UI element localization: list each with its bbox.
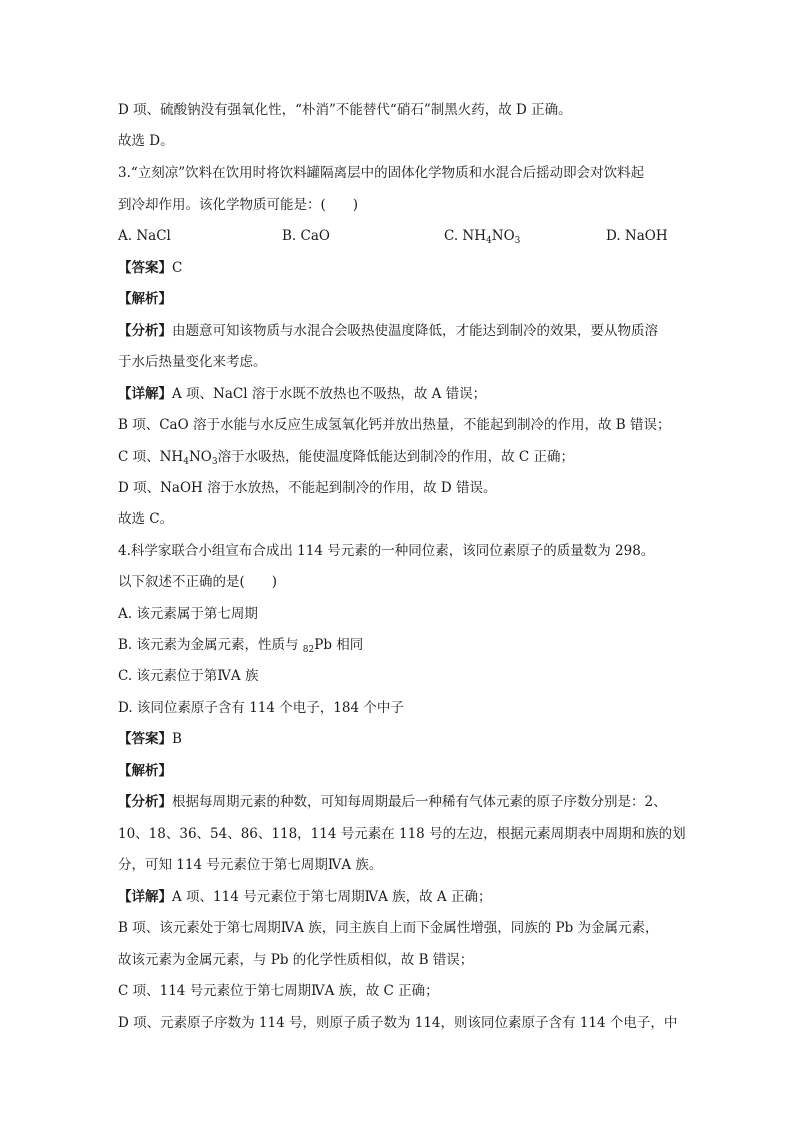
q4-option-d: D. 该同位素原子含有 114 个电子，184 个中子	[118, 700, 404, 716]
q4-detail-d: D 项、元素原子序数为 114 号，则原子质子数为 114，则该同位素原子含有 114 个电子，中	[118, 1015, 678, 1031]
q3-detail-d: D 项、NaOH 溶于水放热，不能起到制冷的作用，故 D 错误。	[118, 480, 497, 496]
q4-answer: 【答案】B	[118, 731, 182, 747]
q4-option-c: C. 该元素位于第ⅣA 族	[118, 668, 259, 684]
q3-option-d: D. NaOH	[606, 228, 668, 244]
q4-option-b: B. 该元素为金属元素，性质与 $_{82}$Pb 相同	[118, 637, 364, 655]
q3-option-b: B. CaO	[282, 228, 330, 244]
q4-detail-b-line-2: 故该元素为金属元素，与 Pb 的化学性质相似，故 B 错误；	[118, 952, 474, 968]
q3-fenxi-line-1: 【分析】由题意可知该物质与水混合会吸热使温度降低，才能达到制冷的效果，要从物质溶	[118, 323, 658, 339]
q4-stem-line-1: 4.科学家联合小组宣布合成出 114 号元素的一种同位素，该同位素原子的质量数为 298。	[118, 543, 655, 559]
q4-fenxi-line-1: 【分析】根据每周期元素的种数，可知每周期最后一种稀有气体元素的原子序数分别是：2、	[118, 794, 667, 810]
q3-analysis-heading: 【解析】	[118, 291, 172, 307]
q3-detail-b: B 项、CaO 溶于水能与水反应生成氢氧化钙并放出热量，不能起到制冷的作用，故 B 错误；	[118, 417, 671, 433]
q2-conclusion: 故选 D。	[118, 133, 174, 149]
q3-option-a: A. NaCl	[118, 228, 171, 244]
q3-detail-c: C 项、$NH_4NO_3$溶于水吸热，能使温度降低能达到制冷的作用，故 C 正确；	[118, 449, 574, 467]
q3-detail-a: 【详解】A 项、NaCl 溶于水既不放热也不吸热，故 A 错误；	[118, 386, 487, 402]
q4-fenxi-line-3: 分，可知 114 号元素位于第七周期ⅣA 族。	[118, 857, 383, 873]
q3-stem-line-1: 3.“立刻凉”饮料在饮用时将饮料罐隔离层中的固体化学物质和水混合后摇动即会对饮料起	[118, 165, 645, 181]
q3-answer: 【答案】C	[118, 260, 183, 276]
q3-fenxi-line-2: 于水后热量变化来考虑。	[118, 354, 267, 370]
q4-detail-c: C 项、114 号元素位于第七周期ⅣA 族，故 C 正确；	[118, 983, 439, 999]
q3-stem-line-2: 到冷却作用。该化学物质可能是：( )	[118, 197, 359, 213]
q4-detail-b-line-1: B 项、该元素处于第七周期ⅣA 族，同主族自上而下金属性增强，同族的 Pb 为金属元素，	[118, 920, 659, 936]
q4-option-a: A. 该元素属于第七周期	[118, 606, 258, 622]
q4-analysis-heading: 【解析】	[118, 763, 172, 779]
q4-fenxi-line-2: 10、18、36、54、86、118，114 号元素在 118 号的左边，根据元素周期表中周期和族的划	[118, 826, 686, 842]
q4-detail-a: 【详解】A 项、114 号元素位于第七周期ⅣA 族，故 A 正确；	[118, 889, 492, 905]
q3-option-c: C. $NH_4NO_3$	[444, 228, 521, 246]
q4-stem-line-2: 以下叙述不正确的是( )	[118, 574, 278, 590]
q2-option-d-explanation: D 项、硫酸钠没有强氧化性，“朴消”不能替代“硝石”制黑火药，故 D 正确。	[118, 102, 572, 118]
q3-conclusion: 故选 C。	[118, 511, 174, 527]
